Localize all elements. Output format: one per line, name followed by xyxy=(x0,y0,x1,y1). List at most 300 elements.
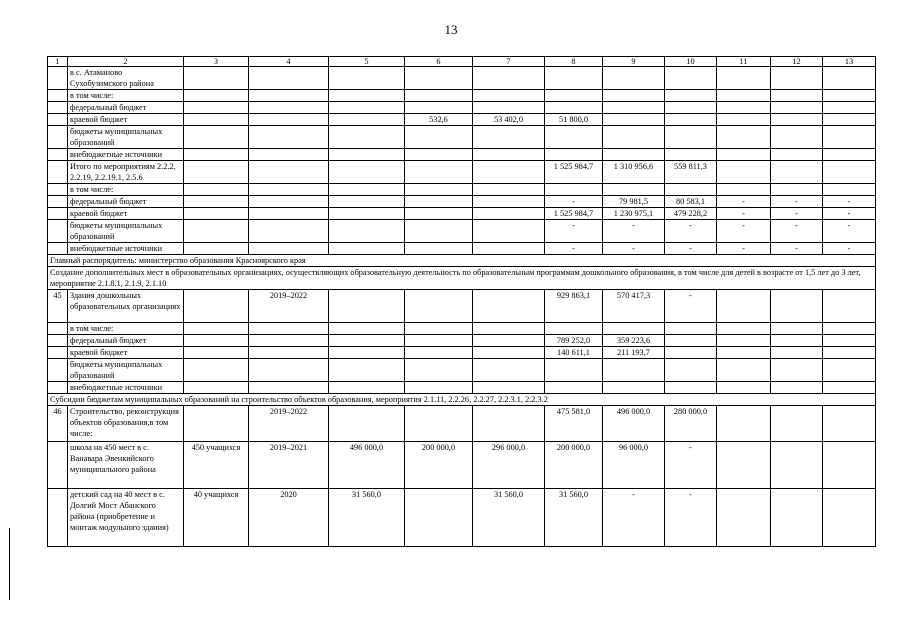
table-row xyxy=(48,442,876,489)
table-cell xyxy=(771,347,823,359)
table-row xyxy=(48,126,876,149)
table-cell xyxy=(329,114,405,126)
table-cell xyxy=(249,90,329,102)
table-cell xyxy=(405,90,473,102)
table-cell: 211 193,7 xyxy=(603,347,665,359)
table-cell xyxy=(823,406,876,442)
table-cell: - xyxy=(665,290,717,323)
table-cell xyxy=(405,184,473,196)
table-cell xyxy=(405,406,473,442)
table-cell xyxy=(329,102,405,114)
table-cell xyxy=(771,184,823,196)
row-label: бюджеты муниципальных образований xyxy=(68,359,184,382)
table-cell xyxy=(329,220,405,243)
table-cell xyxy=(823,323,876,335)
table-cell xyxy=(665,359,717,382)
table-cell xyxy=(184,114,249,126)
table-cell: - xyxy=(545,196,603,208)
budget-table xyxy=(47,56,876,547)
table-cell xyxy=(48,126,68,149)
table-cell: - xyxy=(717,243,771,255)
table-cell: 570 417,3 xyxy=(603,290,665,323)
table-cell xyxy=(249,335,329,347)
table-cell xyxy=(717,67,771,90)
table-cell xyxy=(473,149,545,161)
table-row xyxy=(48,90,876,102)
table-cell xyxy=(545,67,603,90)
table-cell xyxy=(823,161,876,184)
table-cell xyxy=(249,359,329,382)
table-cell xyxy=(249,149,329,161)
table-cell: - xyxy=(771,208,823,220)
table-cell xyxy=(184,243,249,255)
table-cell xyxy=(473,382,545,394)
table-cell xyxy=(717,184,771,196)
table-cell xyxy=(473,359,545,382)
table-cell xyxy=(473,90,545,102)
table-cell xyxy=(329,323,405,335)
table-row xyxy=(48,161,876,184)
table-cell: 140 611,1 xyxy=(545,347,603,359)
row-label: внебюджетные источники xyxy=(68,243,184,255)
table-cell xyxy=(717,149,771,161)
table-cell: - xyxy=(665,442,717,489)
table-cell xyxy=(473,184,545,196)
row-label: в том числе: xyxy=(68,90,184,102)
table-cell xyxy=(823,90,876,102)
table-cell xyxy=(603,126,665,149)
table-cell xyxy=(771,161,823,184)
table-cell xyxy=(405,149,473,161)
column-header: 10 xyxy=(665,57,717,67)
table-cell xyxy=(329,359,405,382)
table-cell xyxy=(184,382,249,394)
table-cell xyxy=(48,161,68,184)
table-cell xyxy=(249,114,329,126)
table-cell xyxy=(473,290,545,323)
table-cell xyxy=(823,126,876,149)
column-header: 8 xyxy=(545,57,603,67)
table-cell xyxy=(665,126,717,149)
table-cell xyxy=(405,335,473,347)
table-cell xyxy=(665,184,717,196)
table-cell: 280 000,0 xyxy=(665,406,717,442)
section-title: Субсидии бюджетам муниципальных образований на строительство объектов образования, мероприятия 2.1.11, 2.2.26, 2.2.27, 2.2.3.1, 2.2.3.2 xyxy=(48,394,876,406)
table-cell xyxy=(48,149,68,161)
table-cell xyxy=(665,149,717,161)
table-cell: 2019–2022 xyxy=(249,290,329,323)
table-row xyxy=(48,406,876,442)
table-cell xyxy=(717,347,771,359)
table-cell xyxy=(603,323,665,335)
table-cell xyxy=(665,67,717,90)
column-header: 7 xyxy=(473,57,545,67)
table-cell xyxy=(665,335,717,347)
table-cell xyxy=(603,67,665,90)
table-cell xyxy=(717,102,771,114)
table-row xyxy=(48,347,876,359)
table-cell: 296 000,0 xyxy=(473,442,545,489)
section-title: Главный распорядитель: министерство образования Красноярского края xyxy=(48,255,876,267)
table-cell: 31 560,0 xyxy=(329,489,405,547)
table-cell: 532,6 xyxy=(405,114,473,126)
table-cell xyxy=(823,442,876,489)
table-cell xyxy=(717,90,771,102)
table-cell xyxy=(473,161,545,184)
table-row xyxy=(48,102,876,114)
table-cell xyxy=(771,442,823,489)
table-cell xyxy=(329,382,405,394)
table-cell xyxy=(665,90,717,102)
column-header: 6 xyxy=(405,57,473,67)
row-label: краевой бюджет xyxy=(68,347,184,359)
table-cell: 789 252,0 xyxy=(545,335,603,347)
column-header: 13 xyxy=(823,57,876,67)
table-row xyxy=(48,149,876,161)
table-cell xyxy=(329,67,405,90)
table-cell: - xyxy=(771,243,823,255)
row-label: Строительство, реконструкция объектов образования,в том числе: xyxy=(68,406,184,442)
table-cell: - xyxy=(665,489,717,547)
table-cell xyxy=(184,290,249,323)
table-cell: 1 310 956,6 xyxy=(603,161,665,184)
table-cell xyxy=(545,323,603,335)
table-cell: - xyxy=(771,196,823,208)
header-row xyxy=(48,57,876,67)
table-cell xyxy=(823,489,876,547)
table-cell xyxy=(473,243,545,255)
table-cell xyxy=(603,149,665,161)
table-cell xyxy=(823,67,876,90)
table-row xyxy=(48,290,876,323)
table-cell xyxy=(405,126,473,149)
table-cell xyxy=(184,208,249,220)
table-cell xyxy=(771,382,823,394)
table-cell: - xyxy=(717,208,771,220)
table-cell xyxy=(249,347,329,359)
table-cell xyxy=(329,347,405,359)
table-cell xyxy=(249,323,329,335)
table-cell xyxy=(473,196,545,208)
table-cell xyxy=(771,67,823,90)
table-cell xyxy=(717,161,771,184)
table-cell xyxy=(249,126,329,149)
table-row xyxy=(48,335,876,347)
table-cell: - xyxy=(603,220,665,243)
table-cell xyxy=(717,114,771,126)
table-cell: 559 811,3 xyxy=(665,161,717,184)
table-cell xyxy=(48,359,68,382)
table-cell: - xyxy=(823,208,876,220)
table-cell xyxy=(717,359,771,382)
table-cell: 40 учащихся xyxy=(184,489,249,547)
table-cell: 1 230 975,1 xyxy=(603,208,665,220)
table-cell xyxy=(48,67,68,90)
table-cell xyxy=(329,335,405,347)
table-cell: 2019–2021 xyxy=(249,442,329,489)
row-label: детский сад на 40 мест в с. Долгий Мост Абанского района (приобретение и монтаж модульного здания) xyxy=(68,489,184,547)
table-cell xyxy=(545,90,603,102)
table-cell xyxy=(405,161,473,184)
table-cell xyxy=(603,184,665,196)
table-cell xyxy=(545,149,603,161)
table-cell xyxy=(184,149,249,161)
table-cell xyxy=(48,347,68,359)
table-cell xyxy=(329,208,405,220)
table-row xyxy=(48,489,876,547)
table-cell: 31 560,0 xyxy=(473,489,545,547)
table-cell: 200 000,0 xyxy=(405,442,473,489)
table-cell: - xyxy=(823,243,876,255)
table-cell xyxy=(184,161,249,184)
table-cell xyxy=(603,114,665,126)
table-cell: 80 583,1 xyxy=(665,196,717,208)
page-number: 13 xyxy=(444,22,458,37)
table-cell xyxy=(405,382,473,394)
section-row xyxy=(48,267,876,290)
table-cell xyxy=(823,290,876,323)
table-cell xyxy=(823,149,876,161)
table-cell xyxy=(249,208,329,220)
table-cell: - xyxy=(717,220,771,243)
table-cell: 96 000,0 xyxy=(603,442,665,489)
table-cell xyxy=(48,442,68,489)
table-cell xyxy=(405,290,473,323)
table-cell: 45 xyxy=(48,290,68,323)
table-row xyxy=(48,243,876,255)
column-header: 3 xyxy=(184,57,249,67)
table-cell: 1 525 984,7 xyxy=(545,208,603,220)
row-label: бюджеты муниципальных образований xyxy=(68,126,184,149)
table-cell xyxy=(329,290,405,323)
table-cell xyxy=(823,347,876,359)
table-cell xyxy=(717,323,771,335)
table-cell xyxy=(771,102,823,114)
table-cell xyxy=(184,196,249,208)
table-cell: 479 228,2 xyxy=(665,208,717,220)
table-cell xyxy=(771,406,823,442)
table-cell xyxy=(184,90,249,102)
table-cell xyxy=(473,220,545,243)
table-cell xyxy=(823,359,876,382)
table-cell xyxy=(603,102,665,114)
table-cell xyxy=(771,149,823,161)
table-cell xyxy=(405,102,473,114)
table-cell xyxy=(329,243,405,255)
table-row xyxy=(48,359,876,382)
table-cell xyxy=(603,90,665,102)
row-label: бюджеты муниципальных образований xyxy=(68,220,184,243)
table-cell xyxy=(329,90,405,102)
table-cell xyxy=(823,102,876,114)
table-cell xyxy=(665,102,717,114)
table-cell xyxy=(545,359,603,382)
table-cell xyxy=(48,220,68,243)
table-cell xyxy=(184,359,249,382)
table-cell: 496 000,0 xyxy=(329,442,405,489)
table-cell: 2020 xyxy=(249,489,329,547)
row-label: федеральный бюджет xyxy=(68,335,184,347)
table-cell xyxy=(249,243,329,255)
table-cell xyxy=(717,489,771,547)
table-cell xyxy=(771,126,823,149)
table-cell xyxy=(473,126,545,149)
table-cell xyxy=(48,323,68,335)
table-cell: - xyxy=(823,196,876,208)
table-cell: 2019–2022 xyxy=(249,406,329,442)
row-label: в том числе: xyxy=(68,323,184,335)
table-cell: - xyxy=(545,243,603,255)
table-cell xyxy=(823,335,876,347)
table-cell xyxy=(405,67,473,90)
table-cell: 450 учащихся xyxy=(184,442,249,489)
table-cell: - xyxy=(771,220,823,243)
table-cell xyxy=(405,359,473,382)
row-label: краевой бюджет xyxy=(68,208,184,220)
table-row xyxy=(48,114,876,126)
table-cell xyxy=(473,208,545,220)
table-cell xyxy=(249,184,329,196)
table-row xyxy=(48,220,876,243)
table-cell xyxy=(249,161,329,184)
table-cell: - xyxy=(545,220,603,243)
table-cell: - xyxy=(603,243,665,255)
row-label: в том числе: xyxy=(68,184,184,196)
table-row xyxy=(48,196,876,208)
table-cell xyxy=(184,126,249,149)
table-cell xyxy=(717,406,771,442)
table-row xyxy=(48,184,876,196)
table-row xyxy=(48,208,876,220)
table-cell xyxy=(717,126,771,149)
table-cell xyxy=(249,220,329,243)
table-cell xyxy=(329,161,405,184)
table-cell xyxy=(184,67,249,90)
table-cell xyxy=(405,196,473,208)
table-cell xyxy=(717,382,771,394)
column-header: 11 xyxy=(717,57,771,67)
table-cell xyxy=(405,243,473,255)
table-cell xyxy=(545,102,603,114)
table-cell xyxy=(771,335,823,347)
column-header: 1 xyxy=(48,57,68,67)
table-cell xyxy=(473,406,545,442)
table-cell xyxy=(329,196,405,208)
table-cell xyxy=(665,347,717,359)
table-cell xyxy=(249,102,329,114)
table-cell xyxy=(184,406,249,442)
section-row xyxy=(48,394,876,406)
table-cell xyxy=(473,323,545,335)
row-label: Итого по мероприятиям 2.2.2, 2.2.19, 2.2.19.1, 2.5.6 xyxy=(68,161,184,184)
section-row xyxy=(48,255,876,267)
table-cell: - xyxy=(823,220,876,243)
table-cell xyxy=(665,382,717,394)
table-cell xyxy=(249,196,329,208)
row-label: федеральный бюджет xyxy=(68,102,184,114)
table-cell xyxy=(329,149,405,161)
table-cell xyxy=(249,382,329,394)
table-row xyxy=(48,323,876,335)
table-cell xyxy=(603,382,665,394)
table-cell xyxy=(48,184,68,196)
margin-line xyxy=(9,528,10,600)
table-cell xyxy=(329,184,405,196)
table-row xyxy=(48,382,876,394)
table-cell xyxy=(771,489,823,547)
table-cell xyxy=(184,347,249,359)
table-cell xyxy=(473,335,545,347)
table-cell: 929 863,1 xyxy=(545,290,603,323)
table-cell: - xyxy=(717,196,771,208)
table-cell xyxy=(48,208,68,220)
table-cell xyxy=(48,90,68,102)
table-cell xyxy=(48,114,68,126)
table-cell xyxy=(184,335,249,347)
table-cell xyxy=(184,323,249,335)
table-cell xyxy=(48,335,68,347)
table-cell xyxy=(405,208,473,220)
table-cell xyxy=(771,90,823,102)
table-cell xyxy=(717,335,771,347)
table-cell: 51 800,0 xyxy=(545,114,603,126)
section-title: Создание дополнительных мест в образовательных организациях, осуществляющих образовательную деятельность по образовательным программам дошкольного образования, в том числе для детей в возрасте от 1,5 лет до 3 лет, мероприятие 2.1.8.1, 2.1.9, 2.1.10 xyxy=(48,267,876,290)
table-cell xyxy=(184,220,249,243)
table-cell: 46 xyxy=(48,406,68,442)
table-cell xyxy=(48,102,68,114)
table-cell xyxy=(405,347,473,359)
row-label: федеральный бюджет xyxy=(68,196,184,208)
table-cell xyxy=(405,220,473,243)
table-cell: 200 000,0 xyxy=(545,442,603,489)
table-cell: - xyxy=(665,220,717,243)
table-cell xyxy=(545,184,603,196)
table-cell xyxy=(329,406,405,442)
table-cell xyxy=(545,126,603,149)
table-cell xyxy=(473,67,545,90)
column-header: 4 xyxy=(249,57,329,67)
row-label: краевой бюджет xyxy=(68,114,184,126)
table-cell: - xyxy=(665,243,717,255)
table-cell xyxy=(717,442,771,489)
table-cell xyxy=(771,359,823,382)
column-header: 9 xyxy=(603,57,665,67)
table-cell xyxy=(771,290,823,323)
table-cell xyxy=(823,382,876,394)
row-label: в с. Атаманово Сухобузимского района xyxy=(68,67,184,90)
table-cell xyxy=(823,114,876,126)
table-cell xyxy=(823,184,876,196)
table-cell: 1 525 984,7 xyxy=(545,161,603,184)
table-cell: 496 000,0 xyxy=(603,406,665,442)
row-label: Здания дошкольных образовательных организациях xyxy=(68,290,184,323)
table-cell: 31 560,0 xyxy=(545,489,603,547)
table-cell: 475 581,0 xyxy=(545,406,603,442)
column-header: 12 xyxy=(771,57,823,67)
table-cell xyxy=(48,196,68,208)
table-cell: 79 981,5 xyxy=(603,196,665,208)
table-cell xyxy=(405,489,473,547)
table-cell xyxy=(184,102,249,114)
table-cell xyxy=(665,114,717,126)
table-cell xyxy=(249,67,329,90)
table-cell: 359 223,6 xyxy=(603,335,665,347)
table-cell xyxy=(184,184,249,196)
table-cell xyxy=(603,359,665,382)
table-cell xyxy=(717,290,771,323)
column-header: 5 xyxy=(329,57,405,67)
table-cell: 53 402,0 xyxy=(473,114,545,126)
